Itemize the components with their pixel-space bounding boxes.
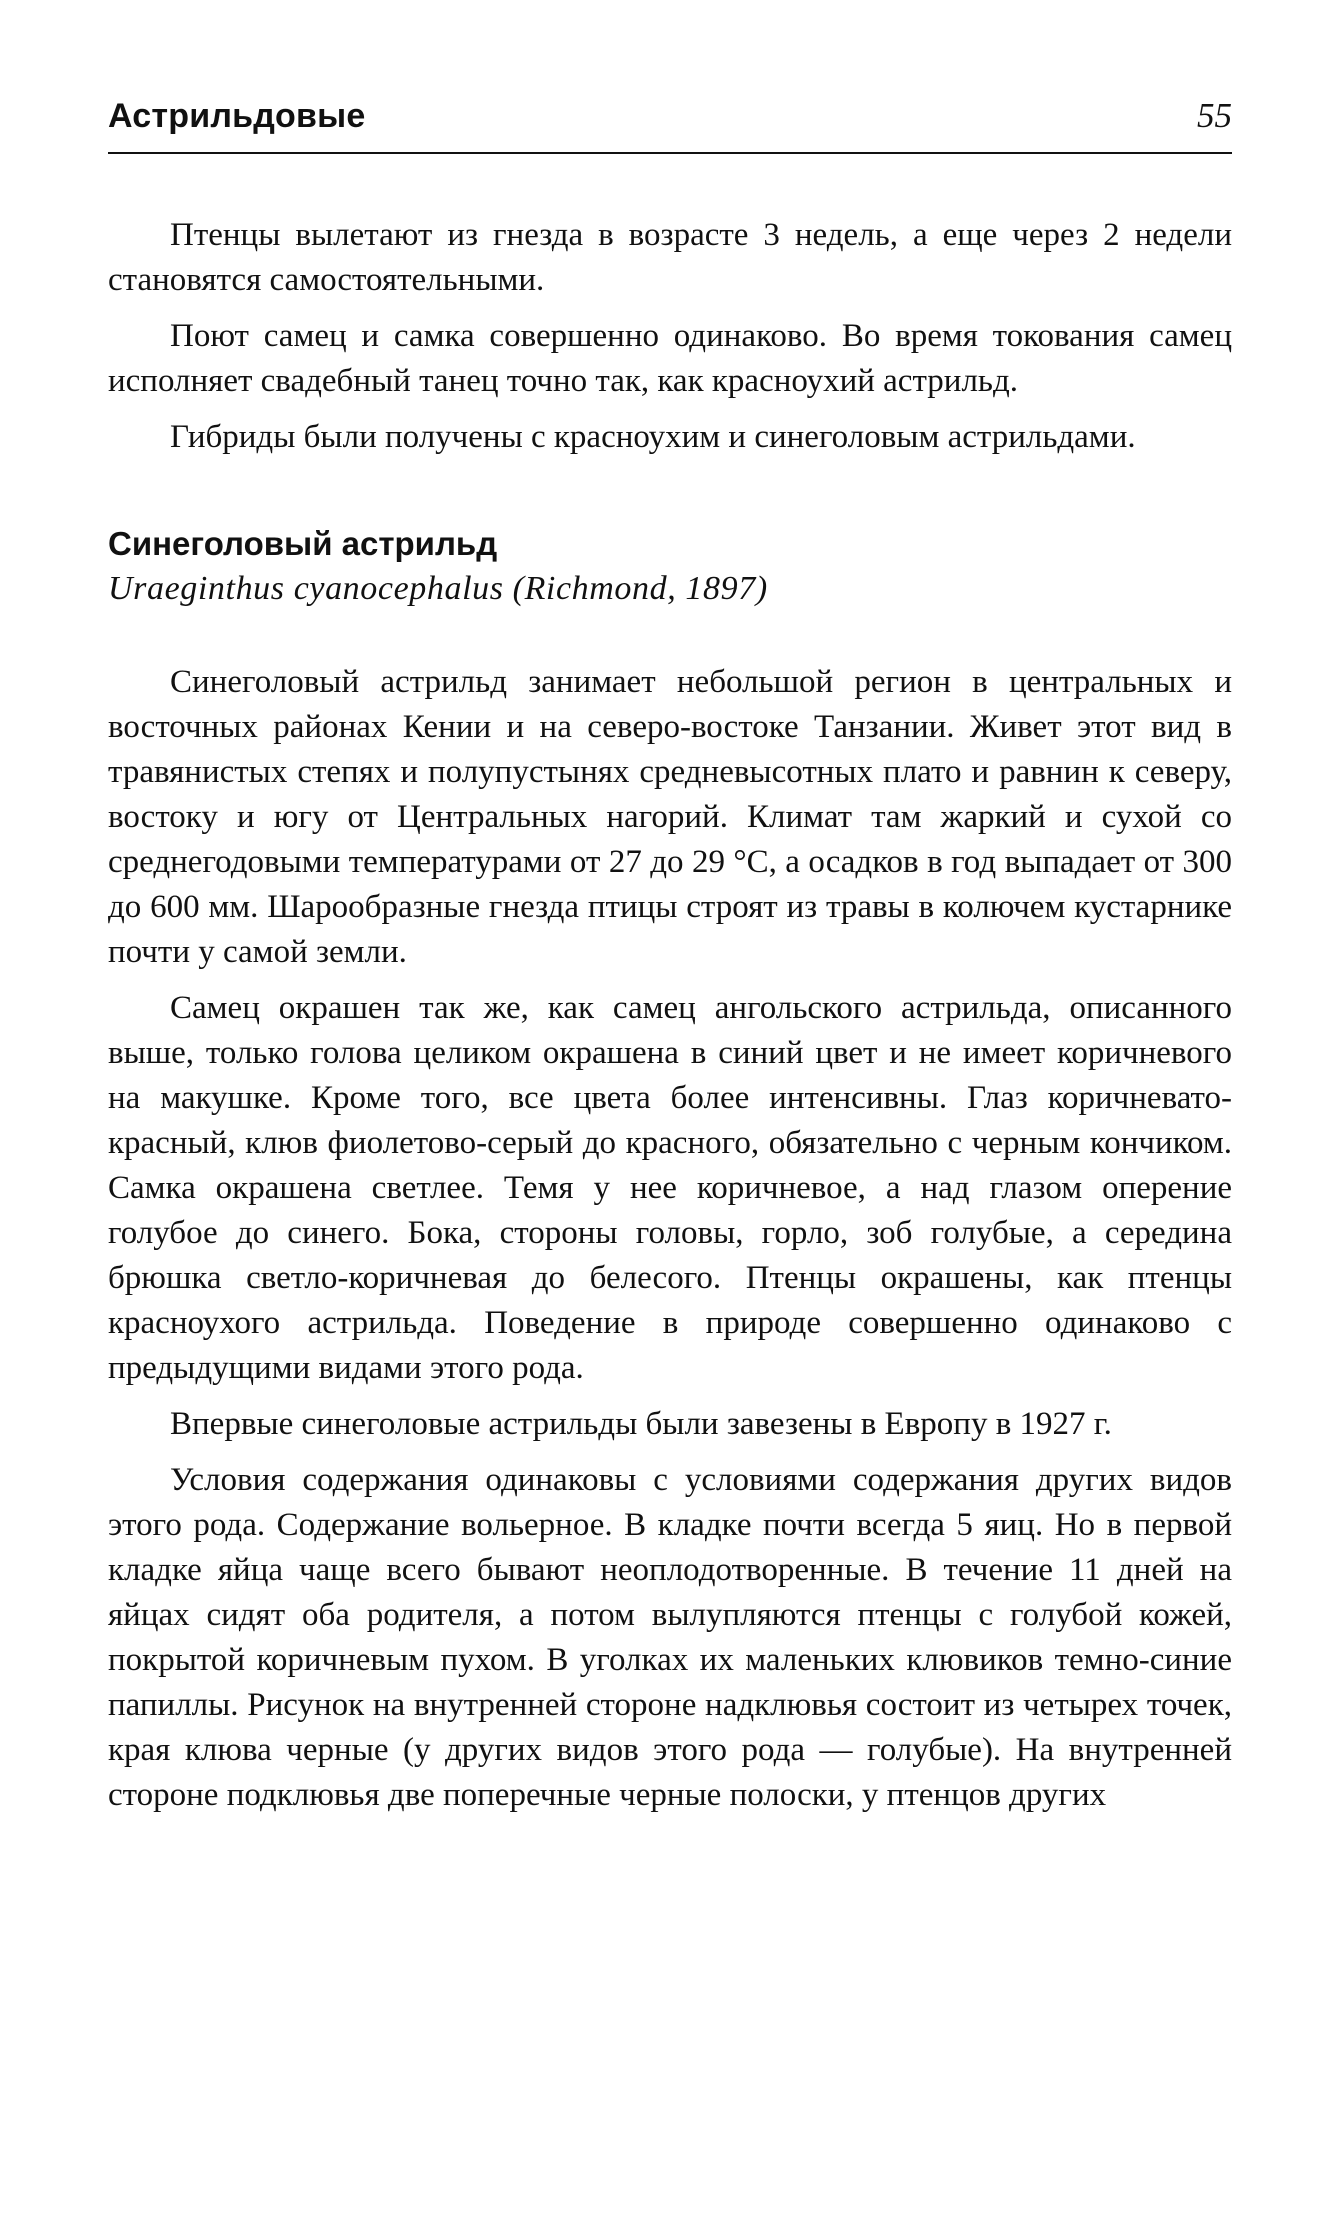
body-text bbox=[108, 213, 1232, 1818]
paragraph: Самец окрашен так же, как самец ангольского астрильда, описанного выше, только голова целиком окрашена в синий цвет и не имеет коричневого на макушке. Кроме того, все цвета более интенсивны. Глаз коричневато-красный, клюв фиолетово-серый до красного, обязательно с черным кончиком. Самка окрашена светлее. Темя у нее коричневое, а над глазом оперение голубое до синего. Бока, стороны головы, горло, зоб голубые, а середина брюшка светло-коричневая до белесого. Птенцы окрашены, как птенцы красноухого астрильда. Поведение в природе совершенно одинаково с предыдущими видами этого рода. bbox=[108, 990, 1232, 1386]
paragraph: Гибриды были получены с красноухим и синеголовым астрильдами. bbox=[170, 419, 1136, 455]
species-heading bbox=[108, 521, 1232, 611]
book-page bbox=[108, 96, 1232, 1829]
species-latin-name: Uraeginthus cyanocephalus (Richmond, 1897) bbox=[108, 570, 768, 607]
paragraph: Поют самец и самка совершенно одинаково. Во время токования самец исполняет свадебный танец точно так, как красноухий астрильд. bbox=[108, 318, 1232, 399]
page-number: 55 bbox=[1197, 96, 1232, 135]
species-common-name: Синеголовый астрильд bbox=[108, 525, 498, 562]
paragraph: Синеголовый астрильд занимает небольшой регион в центральных и восточных районах Кении и на северо-востоке Танзании. Живет этот вид в травянистых степях и полупустынях средневысотных плато и равнин к северу, востоку и югу от Центральных нагорий. Климат там жаркий и сухой со среднегодовыми температурами от 27 до 29 °С, а осадков в год выпадает от 300 до 600 мм. Шарообразные гнезда птицы строят из травы в колючем кустарнике почти у самой земли. bbox=[108, 664, 1232, 970]
paragraph: Условия содержания одинаковы с условиями содержания других видов этого рода. Содержание вольерное. В кладке почти всегда 5 яиц. Но в первой кладке яйца чаще всего бывают неоплодотворенные. В течение 11 дней на яйцах сидят оба родителя, а потом вылупляются птенцы с голубой кожей, покрытой коричневым пухом. В уголках их маленьких клювиков темно-синие папиллы. Рисунок на внутренней стороне надклювья состоит из четырех точек, края клюва черные (у других видов этого рода — голубые). На внутренней стороне подклювья две поперечные черные полоски, у птенцов других bbox=[108, 1462, 1232, 1813]
paragraph: Впервые синеголовые астрильды были завезены в Европу в 1927 г. bbox=[170, 1406, 1112, 1442]
paragraph: Птенцы вылетают из гнезда в возрасте 3 недель, а еще через 2 недели становятся самостоятельными. bbox=[108, 217, 1232, 298]
section-title: Астрильдовые bbox=[108, 97, 366, 135]
running-header bbox=[108, 96, 1232, 154]
